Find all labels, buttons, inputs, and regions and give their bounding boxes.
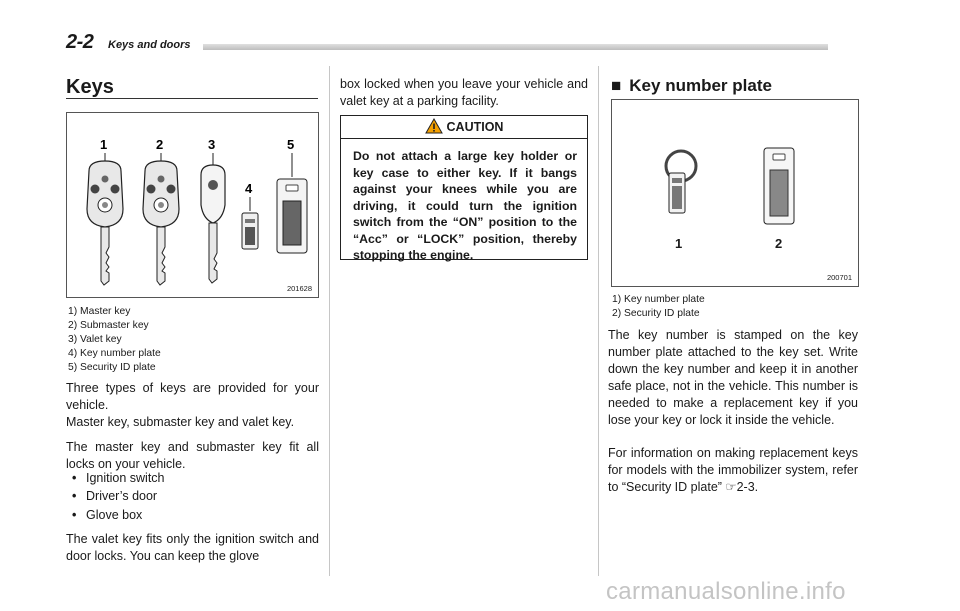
bullet-text: Driver’s door [86,489,158,503]
keys-illustration [67,113,318,297]
keys-paragraph-1: Three types of keys are provided for your vehicle. [66,381,319,412]
plate-paragraph-1: The key number is stamped on the key number plate attached to the key set. Write down the key number and keep it in another safe place, not in the vehicle. This number is needed to make a replacement key if you lose your key or lock it inside the vehicle. [608,328,858,427]
watermark: carmanualsonline.info [606,578,846,605]
fig-label-5: 5 [287,137,295,152]
key-number-plate-graphic [242,213,258,249]
bullet-dot: • [72,489,77,503]
legend-item: 1) Key number plate [612,294,705,305]
fig-label-2: 2 [156,137,164,152]
warning-triangle-icon [425,118,443,134]
legend-item: 2) Security ID plate [612,308,700,319]
legend-item: 2) Submaster key [68,320,149,331]
plate-fig-label-2: 2 [775,236,783,251]
keys-paragraph-2: Master key, submaster key and valet key. [66,415,295,429]
bullet-dot: • [72,508,77,522]
keys-legend [68,305,161,375]
security-id-plate-graphic [277,179,307,253]
fig-label-1: 1 [100,137,108,152]
bullet-text: Glove box [86,508,143,522]
bullet-dot: • [72,471,77,485]
legend-item: 4) Key number plate [68,348,161,359]
caution-title: CAUTION [446,120,504,134]
heading-square-glyph: ■ [611,76,622,95]
keys-figure [66,112,319,298]
plate-figure [611,99,859,287]
plate-paragraph-2: For information on making replacement keys for models with the immobilizer system, refer to “Security ID plate” ☞2-3. [608,446,858,494]
submaster-key-graphic [143,161,179,285]
fig-label-4: 4 [245,181,253,196]
column-divider-1 [329,66,330,576]
legend-item: 5) Security ID plate [68,362,156,373]
security-id-plate-graphic [764,148,794,224]
plate-fig-label-1: 1 [675,236,683,251]
section-title: Keys and doors [108,39,191,51]
keys-paragraph-4b: box locked when you leave your vehicle and valet key at a parking facility. [340,77,588,108]
key-number-plate-heading-text: Key number plate [629,76,772,95]
keys-figure-code: 201628 [286,284,312,293]
caution-body: Do not attach a large key holder or key case to either key. If it bangs against your knees while you are driving, it could turn the ignition switch from the “ON” position to the “Acc” or “LOCK” position, thereby stopping the engine. [353,149,577,262]
caution-header [341,116,587,139]
caution-box [340,115,588,260]
plate-illustration [612,100,858,286]
page-number: 2-2 [66,31,94,53]
header-rule [203,44,828,50]
fig-label-3: 3 [208,137,216,152]
bullet-item [72,488,157,505]
bullet-text: Ignition switch [86,471,165,485]
legend-item: 3) Valet key [68,334,122,345]
keys-heading-rule [66,98,318,99]
bullet-item [72,470,165,487]
page-header [0,0,960,56]
bullet-item [72,507,142,524]
plate-figure-code: 200701 [826,273,852,282]
legend-item: 1) Master key [68,306,131,317]
key-ring-plate-graphic [666,151,696,213]
keys-paragraph-4a: The valet key fits only the ignition switch and door locks. You can keep the glove [66,532,319,563]
master-key-graphic [87,161,123,285]
keys-heading: Keys [66,76,114,98]
keys-paragraph-3: The master key and submaster key fit all locks on your vehicle. [66,440,319,471]
valet-key-graphic [201,165,225,283]
plate-legend [612,293,705,321]
column-divider-2 [598,66,599,576]
key-number-plate-heading [611,76,772,96]
